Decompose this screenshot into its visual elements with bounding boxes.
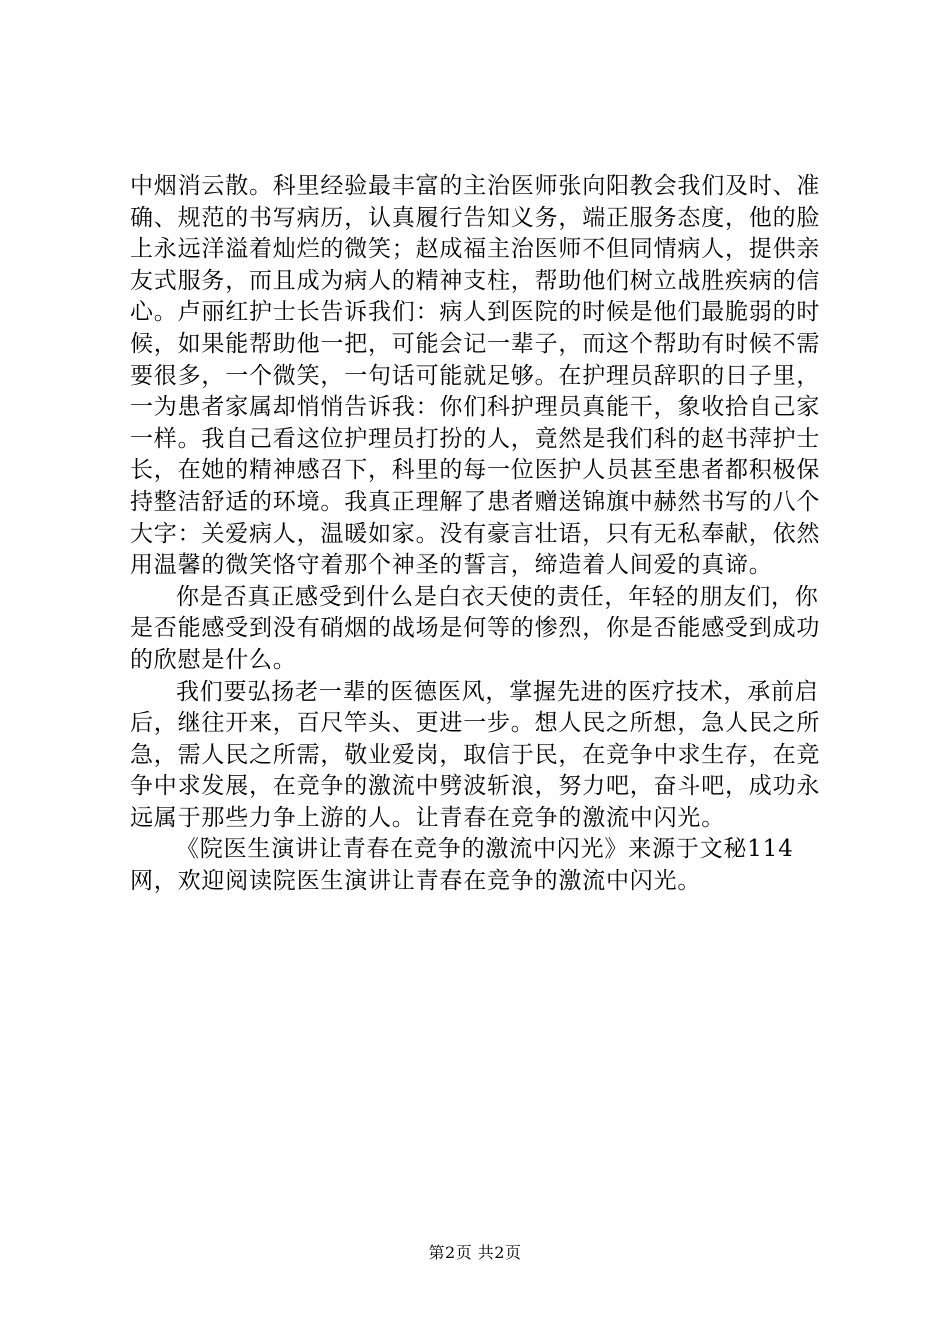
paragraph-3: 我们要弘扬老一辈的医德医风，掌握先进的医疗技术，承前启后，继往开来，百尺竿头、更进一步。想人民之所想，急人民之所急，需人民之所需，敬业爱岗，取信于民，在竞争中求生存，在竞争中求发展，在竞争的激流中劈波斩浪，努力吧，奋斗吧，成功永远属于那些力争上游的人。让青春在竞争的激流中闪光。 [130,678,821,831]
paragraph-1: 中烟消云散。科里经验最丰富的主治医师张向阳教会我们及时、准确、规范的书写病历，认真履行告知义务，端正服务态度，他的脸上永远洋溢着灿烂的微笑；赵成福主治医师不但同情病人，提供亲友式服务，而且成为病人的精神支柱，帮助他们树立战胜疾病的信心。卢丽红护士长告诉我们：病人到医院的时候是他们最脆弱的时候，如果能帮助他一把，可能会记一辈子，而这个帮助有时候不需要很多，一个微笑，一句话可能就足够。在护理员辞职的日子里，一为患者家属却悄悄告诉我：你们科护理员真能干，象收拾自己家一样。我自己看这位护理员打扮的人，竟然是我们科的赵书萍护士长，在她的精神感召下，科里的每一位医护人员甚至患者都积极保持整洁舒适的环境。我真正理解了患者赠送锦旗中赫然书写的八个大字：关爱病人，温暖如家。没有豪言壮语，只有无私奉献，依然用温馨的微笑恪守着那个神圣的誓言，缔造着人间爱的真谛。 [130,173,821,579]
page-footer: 第2页 共2页 [428,1243,522,1262]
paragraph-source-note: 《院医生演讲让青春在竞争的激流中闪光》来源于文秘114网，欢迎阅读院医生演讲让青春在竞争的激流中闪光。 [130,836,794,895]
paragraph-2: 你是否真正感受到什么是白衣天使的责任，年轻的朋友们，你是否能感受到没有硝烟的战场是何等的惨烈，你是否能感受到成功的欣慰是什么。 [130,583,821,673]
document-body [130,171,830,898]
